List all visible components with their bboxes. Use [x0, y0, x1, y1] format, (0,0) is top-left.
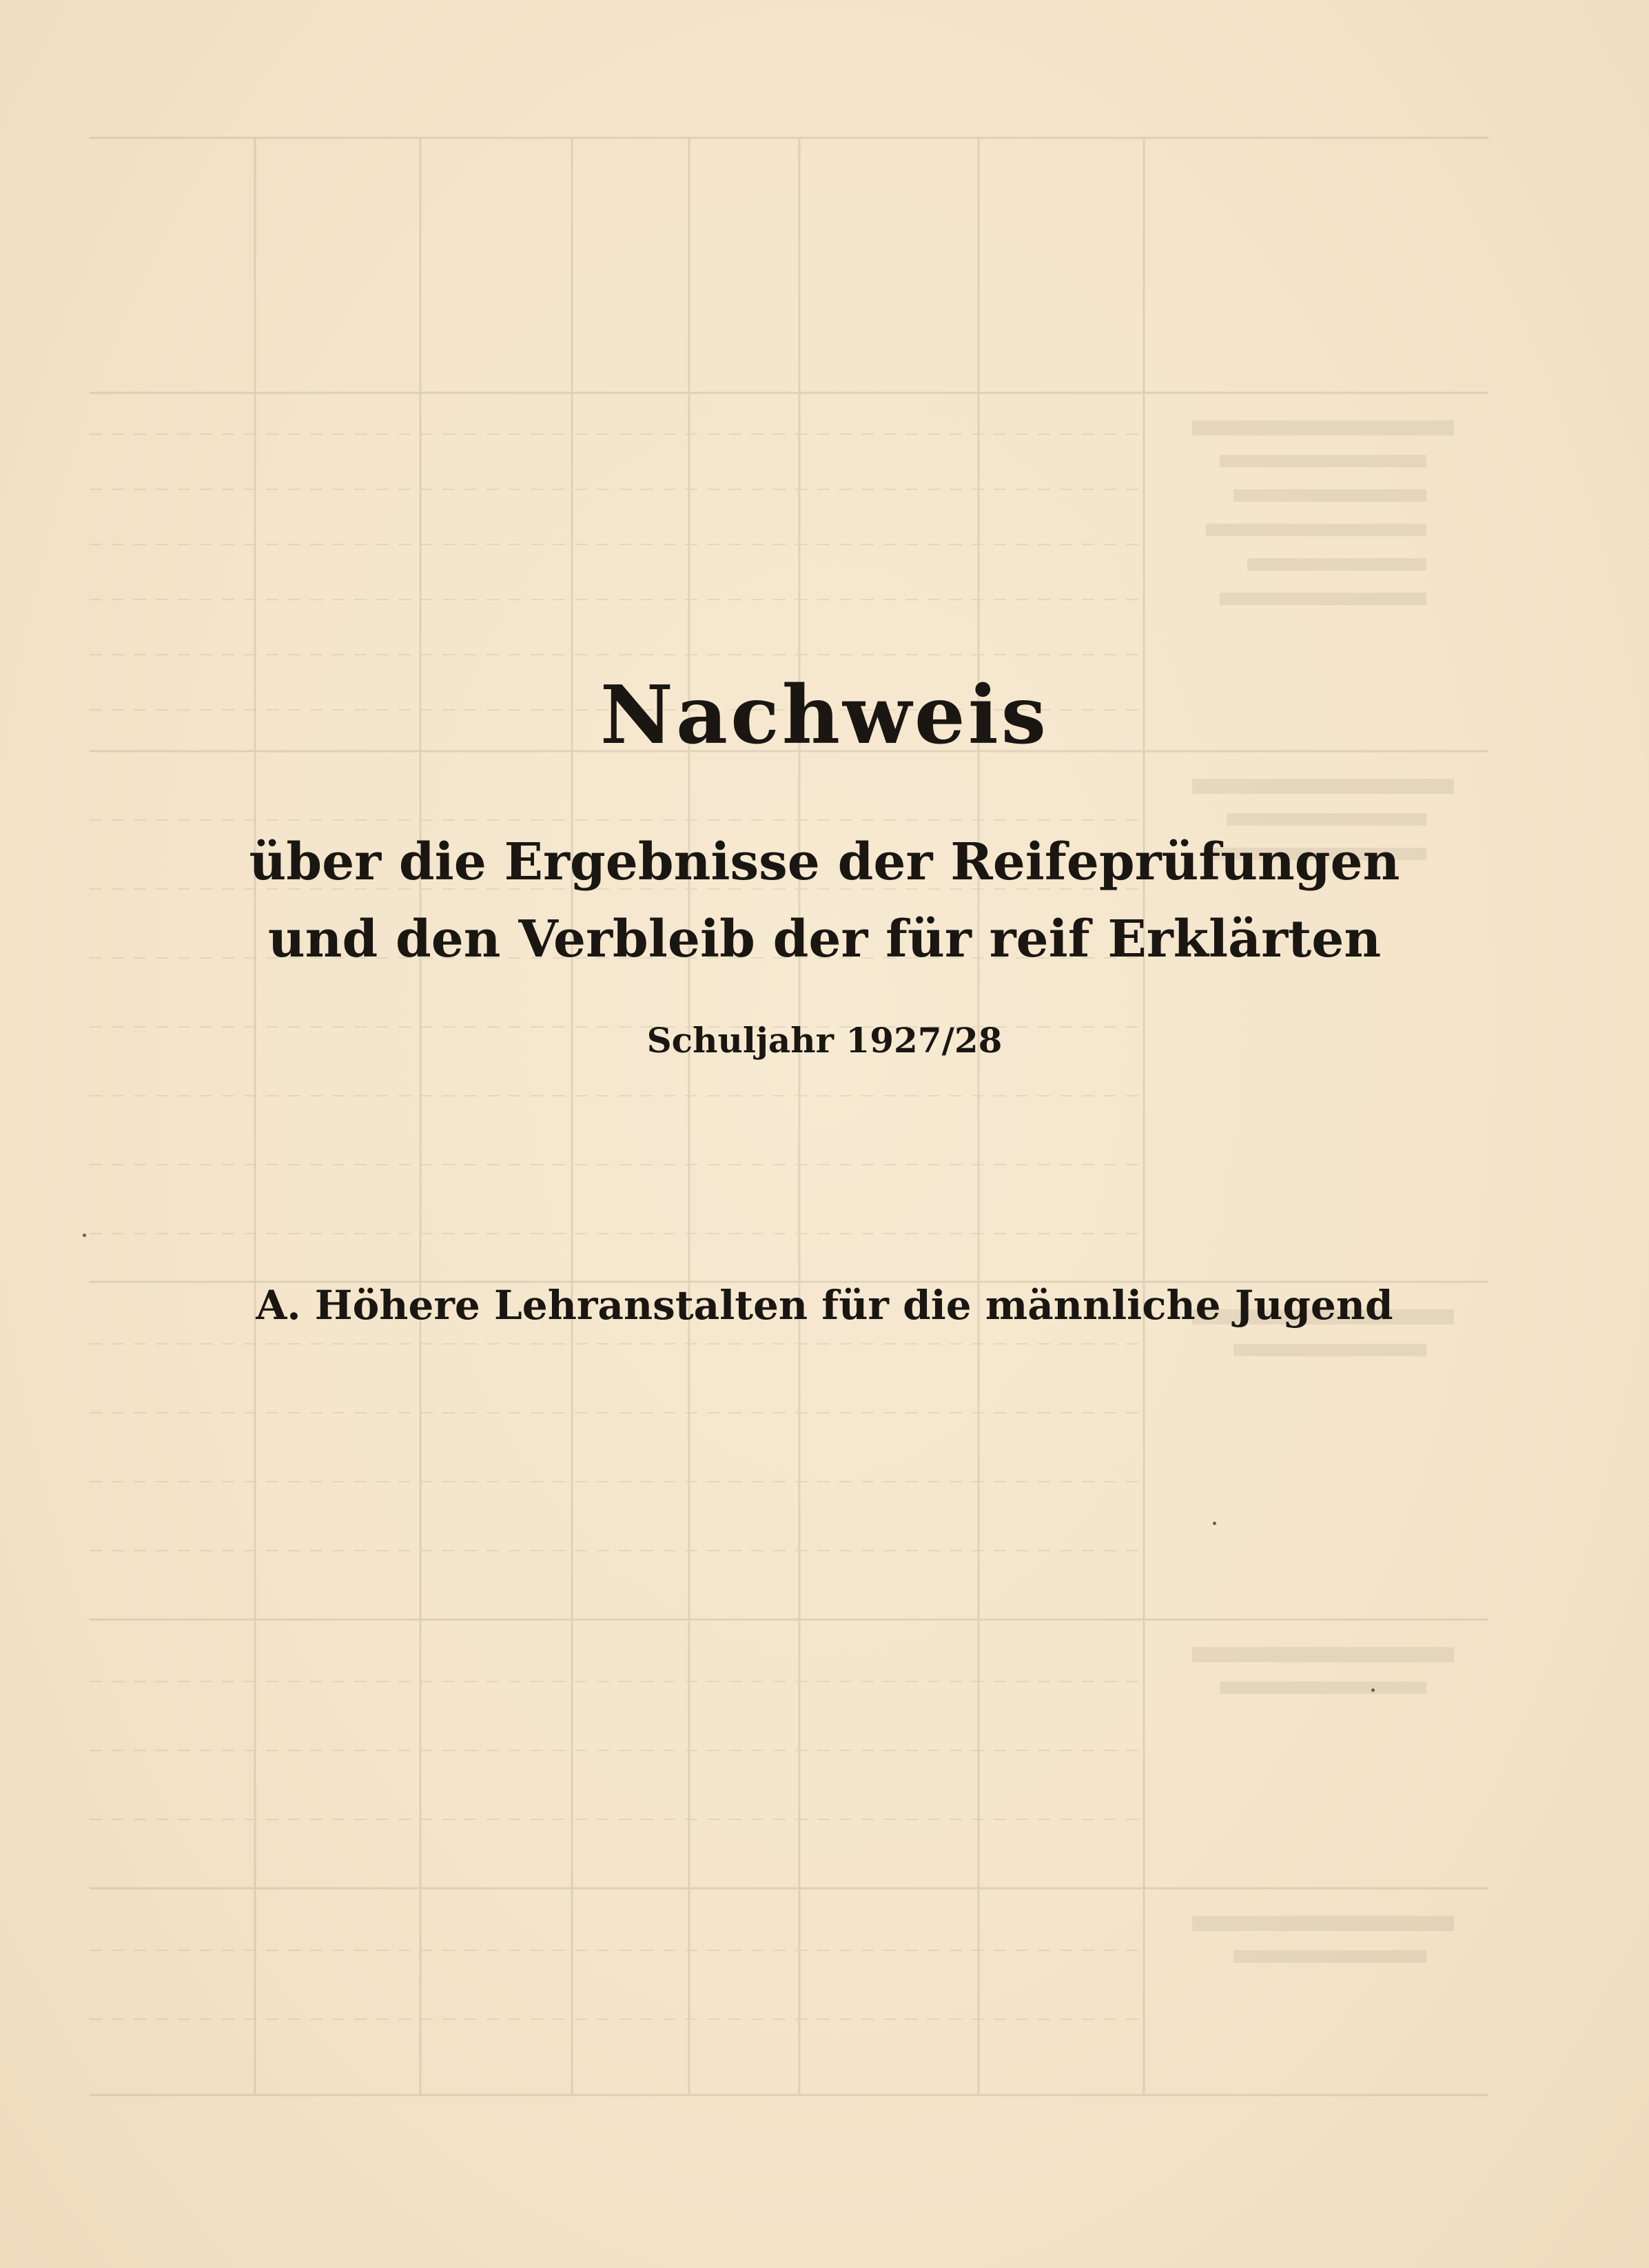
- specks: [83, 1234, 86, 1237]
- subtitle-line-2: und den Verbleib der für reif Erklärten: [267, 910, 1382, 969]
- subtitle-line-1: über die Ergebnisse der Reifeprüfungen: [249, 832, 1400, 892]
- page-title: Nachweis: [600, 668, 1049, 762]
- section-heading: A. Höhere Lehranstalten für die männliche Jugend: [256, 1282, 1393, 1329]
- specks: [1371, 1688, 1375, 1692]
- school-year: Schuljahr 1927/28: [646, 1020, 1003, 1061]
- specks: [1213, 1522, 1216, 1525]
- page-subtitle: [0, 824, 1649, 978]
- bleed-through-table: [90, 131, 1488, 2102]
